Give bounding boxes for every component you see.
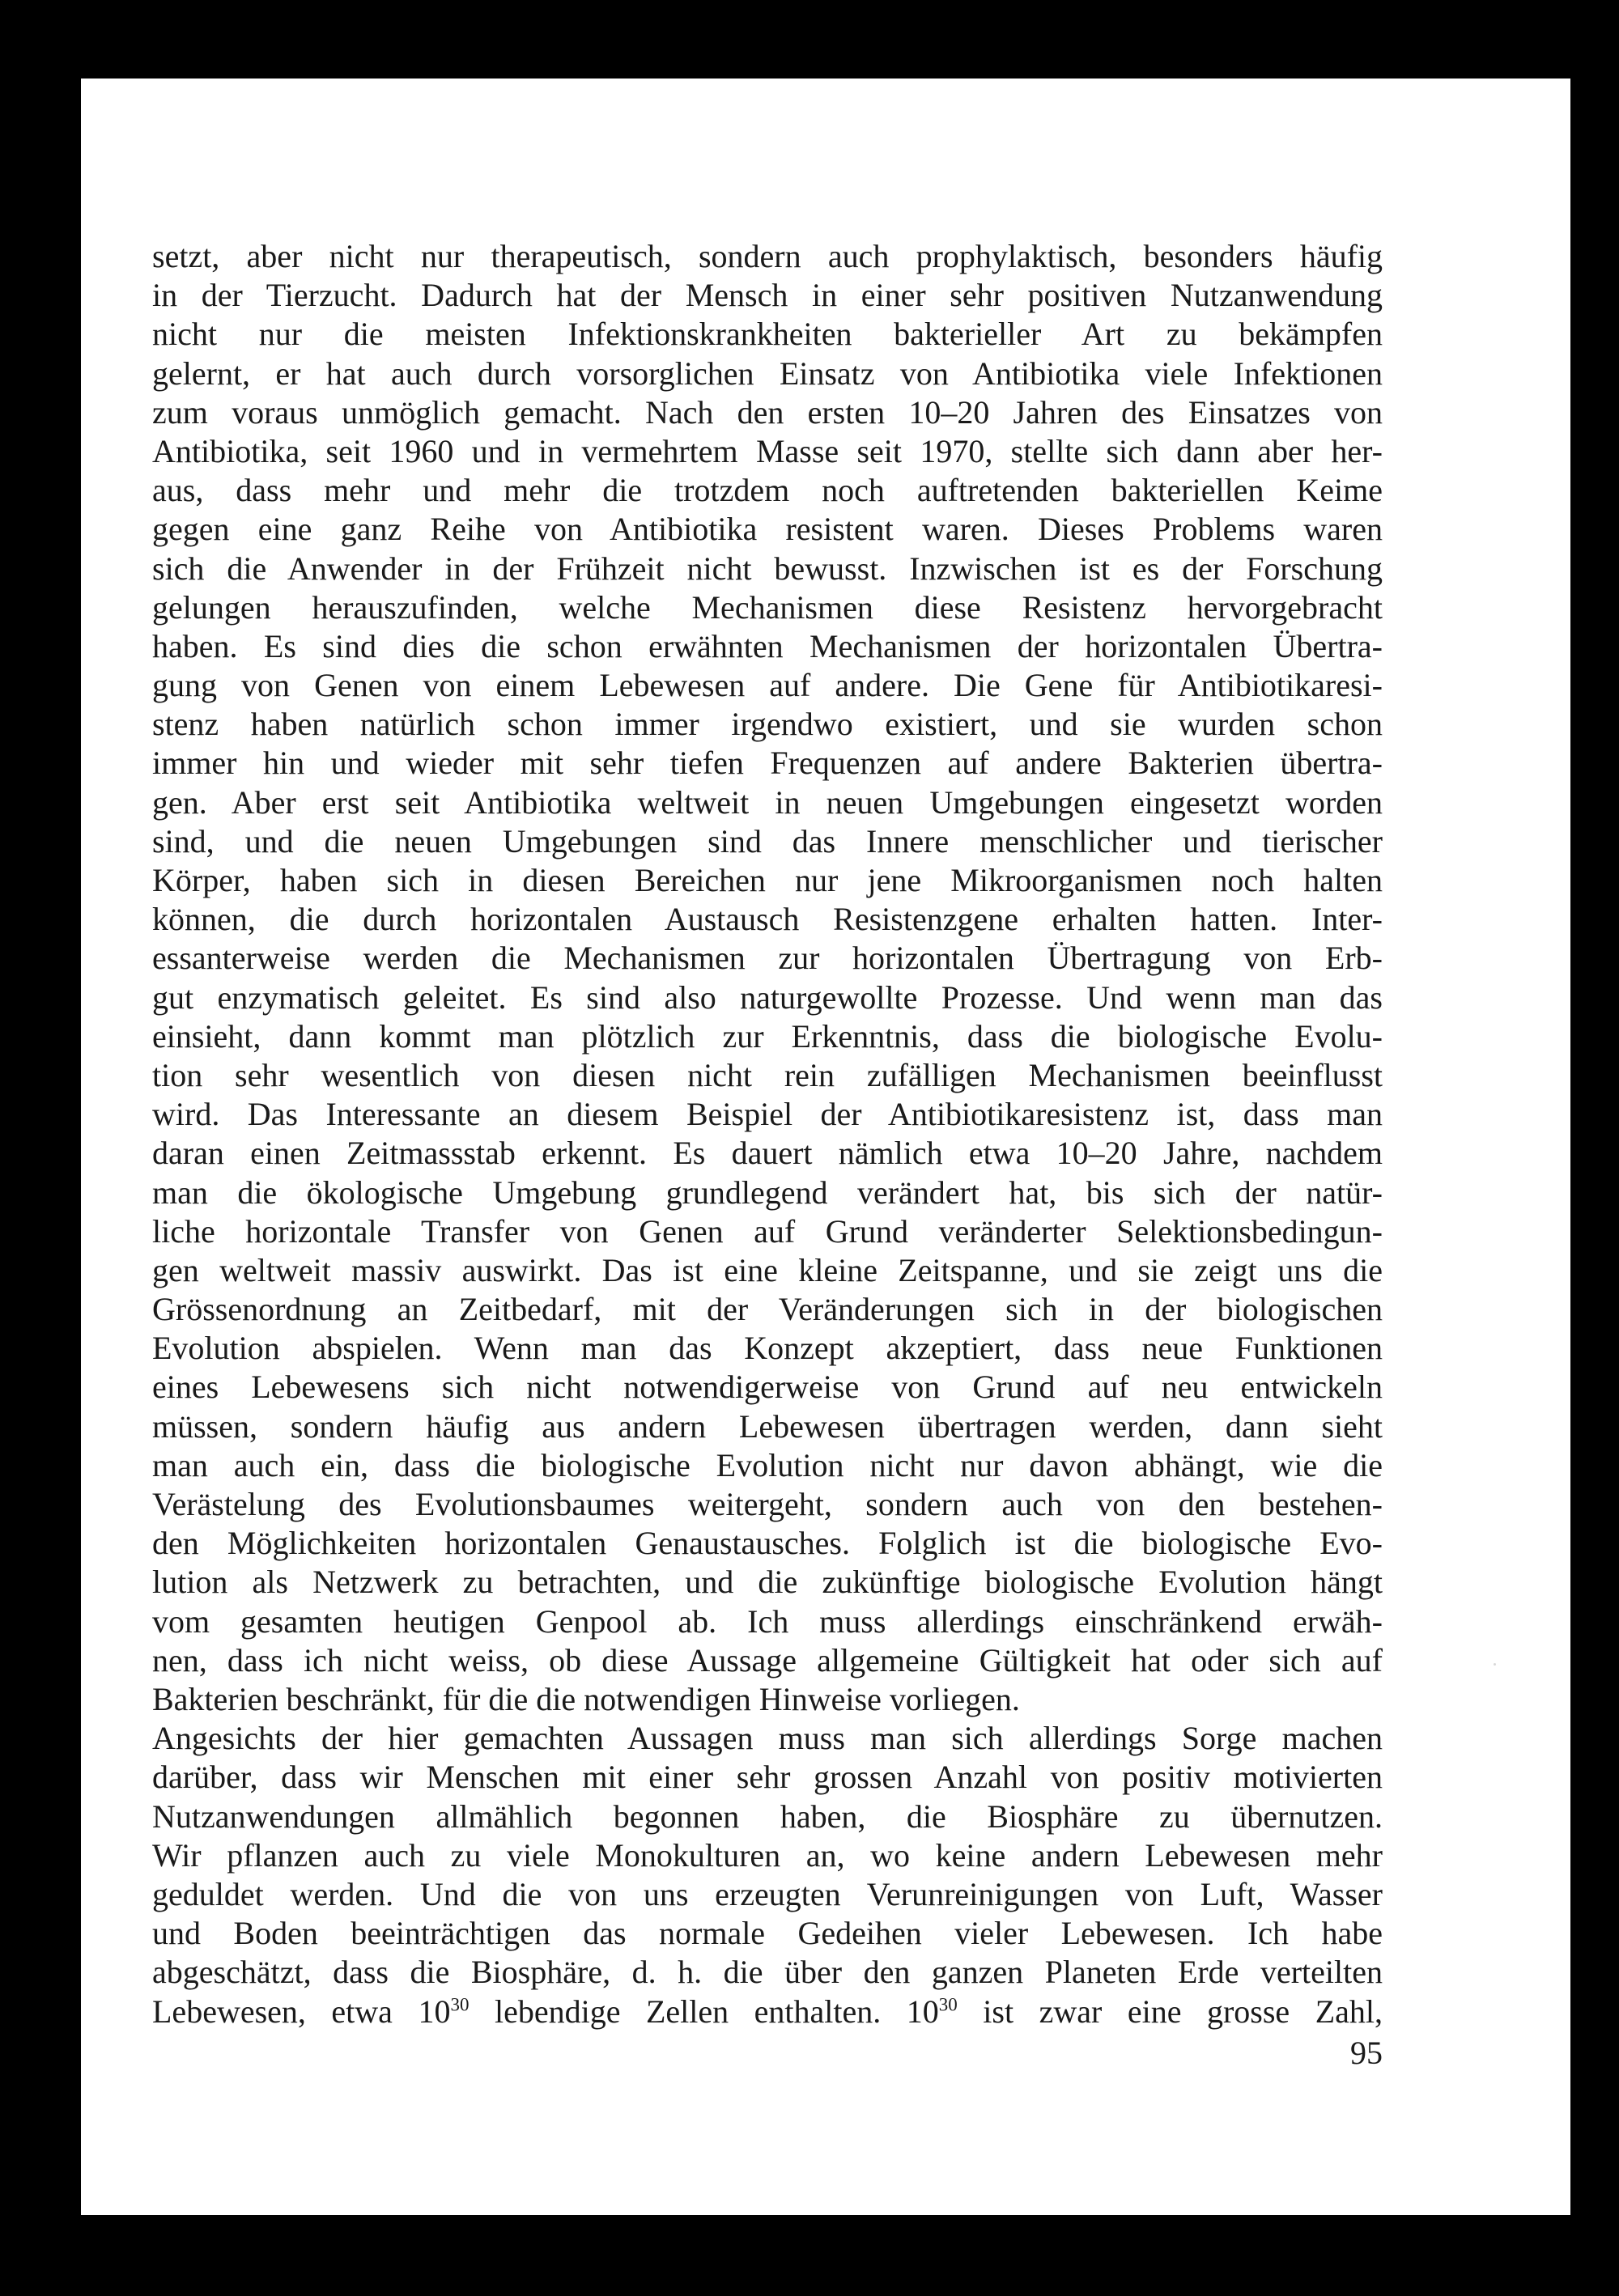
text-line: einsieht, dann kommt man plötzlich zur Erkenntnis, dass die biologische Evolu- (152, 1017, 1383, 1055)
text-line: daran einen Zeitmassstab erkennt. Es dauert nämlich etwa 10–20 Jahre, nachdem (152, 1135, 1383, 1172)
text-line: gen weltweit massiv auswirkt. Das ist eine kleine Zeitspanne, und sie zeigt uns die (152, 1251, 1383, 1288)
text-line: nen, dass ich nicht weiss, ob diese Aussage allgemeine Gültigkeit hat oder sich auf (152, 1641, 1383, 1678)
text-line: Evolution abspielen. Wenn man das Konzept akzeptiert, dass neue Funktionen (152, 1330, 1383, 1367)
text-line: wird. Das Interessante an diesem Beispiel der Antibiotikaresistenz ist, dass man (152, 1096, 1383, 1133)
final-line-part-2: lebendige Zellen enthalten. 10 (469, 1993, 939, 2030)
text-line: müssen, sondern häufig aus andern Lebewesen übertragen werden, dann sieht (152, 1407, 1383, 1445)
text-line: gut enzymatisch geleitet. Es sind also naturgewollte Prozesse. Und wenn man das (152, 978, 1383, 1016)
text-line: haben. Es sind dies die schon erwähnten Mechanismen der horizontalen Übertra- (152, 627, 1383, 664)
exponent-1: 30 (450, 1994, 470, 2015)
text-line: man auch ein, dass die biologische Evolution nicht nur davon abhängt, wie die (152, 1446, 1383, 1483)
text-line: immer hin und wieder mit sehr tiefen Frequenzen auf andere Bakterien übertra- (152, 745, 1383, 782)
text-line: und Boden beeinträchtigen das normale Gedeihen vieler Lebewesen. Ich habe (152, 1915, 1383, 1952)
text-line: vom gesamten heutigen Genpool ab. Ich muss allerdings einschränkend erwäh- (152, 1602, 1383, 1640)
text-line: Körper, haben sich in diesen Bereichen nur jene Mikroorganismen noch halten (152, 862, 1383, 898)
text-line: Grössenordnung an Zeitbedarf, mit der Veränderungen sich in der biologischen (152, 1291, 1383, 1328)
text-line: tion sehr wesentlich von diesen nicht rein zufälligen Mechanismen beeinflusst (152, 1056, 1383, 1093)
text-line: darüber, dass wir Menschen mit einer sehr grossen Anzahl von positiv motivierten (152, 1759, 1383, 1796)
text-line: in der Tierzucht. Dadurch hat der Mensch in einer sehr positiven Nutzanwendung (152, 277, 1383, 314)
text-line: essanterweise werden die Mechanismen zur horizontalen Übertragung von Erb- (152, 940, 1383, 977)
text-line: liche horizontale Transfer von Genen auf Grund veränderter Selektionsbedingun- (152, 1212, 1383, 1250)
text-line: abgeschätzt, dass die Biosphäre, d. h. die über den ganzen Planeten Erde verteilten (152, 1954, 1383, 1991)
paper-speck (1494, 1663, 1496, 1666)
text-line: lution als Netzwerk zu betrachten, und die zukünftige biologische Evolution hängt (152, 1564, 1383, 1601)
text-line: Antibiotika, seit 1960 und in vermehrtem Masse seit 1970, stellte sich dann aber her- (152, 432, 1383, 469)
text-line: gegen eine ganz Reihe von Antibiotika resistent waren. Dieses Problems waren (152, 511, 1383, 548)
text-line: Bakterien beschränkt, für die die notwendigen Hinweise vorliegen. (152, 1680, 1020, 1717)
book-page (81, 79, 1570, 2215)
body-text (152, 237, 1383, 1992)
text-line: Nutzanwendungen allmählich begonnen haben, die Biosphäre zu übernutzen. (152, 1797, 1383, 1835)
text-line: den Möglichkeiten horizontalen Genaustausches. Folglich ist die biologische Evo- (152, 1525, 1383, 1562)
final-line-part-1: Lebewesen, etwa 10 (152, 1993, 451, 2030)
text-line: setzt, aber nicht nur therapeutisch, sondern auch prophylaktisch, besonders häufig (152, 238, 1383, 274)
text-line: nicht nur die meisten Infektionskrankheiten bakterieller Art zu bekämpfen (152, 316, 1383, 353)
text-line: Angesichts der hier gemachten Aussagen muss man sich allerdings Sorge machen (152, 1720, 1383, 1757)
text-line: gung von Genen von einem Lebewesen auf andere. Die Gene für Antibiotikaresi- (152, 667, 1383, 704)
text-line: stenz haben natürlich schon immer irgendwo existiert, und sie wurden schon (152, 706, 1383, 743)
text-line: geduldet werden. Und die von uns erzeugten Verunreinigungen von Luft, Wasser (152, 1875, 1383, 1912)
page-number: 95 (1350, 2035, 1383, 2071)
text-line: eines Lebewesens sich nicht notwendigerweise von Grund auf neu entwickeln (152, 1369, 1383, 1406)
final-line-part-3: ist zwar eine grosse Zahl, (957, 1993, 1383, 2030)
text-line: gelernt, er hat auch durch vorsorglichen Einsatz von Antibiotika viele Infektionen (152, 354, 1383, 392)
text-line: gelungen herauszufinden, welche Mechanismen diese Resistenz hervorgebracht (152, 588, 1383, 626)
text-line: gen. Aber erst seit Antibiotika weltweit in neuen Umgebungen eingesetzt worden (152, 783, 1383, 821)
text-line: man die ökologische Umgebung grundlegend verändert hat, bis sich der natür- (152, 1173, 1383, 1211)
text-line: Wir pflanzen auch zu viele Monokulturen an, wo keine andern Lebewesen mehr (152, 1836, 1383, 1874)
text-line: können, die durch horizontalen Austausch Resistenzgene erhalten hatten. Inter- (152, 901, 1383, 938)
text-line: sind, und die neuen Umgebungen sind das Innere menschlicher und tierischer (152, 822, 1383, 859)
text-line: Verästelung des Evolutionsbaumes weitergeht, sondern auch von den bestehen- (152, 1486, 1383, 1522)
text-line: zum voraus unmöglich gemacht. Nach den ersten 10–20 Jahren des Einsatzes von (152, 393, 1383, 431)
text-line-last (152, 1993, 1383, 2031)
text-line: sich die Anwender in der Frühzeit nicht bewusst. Inzwischen ist es der Forschung (152, 550, 1383, 587)
text-line: aus, dass mehr und mehr die trotzdem noch auftretenden bakteriellen Keime (152, 472, 1383, 509)
exponent-2: 30 (938, 1994, 958, 2015)
